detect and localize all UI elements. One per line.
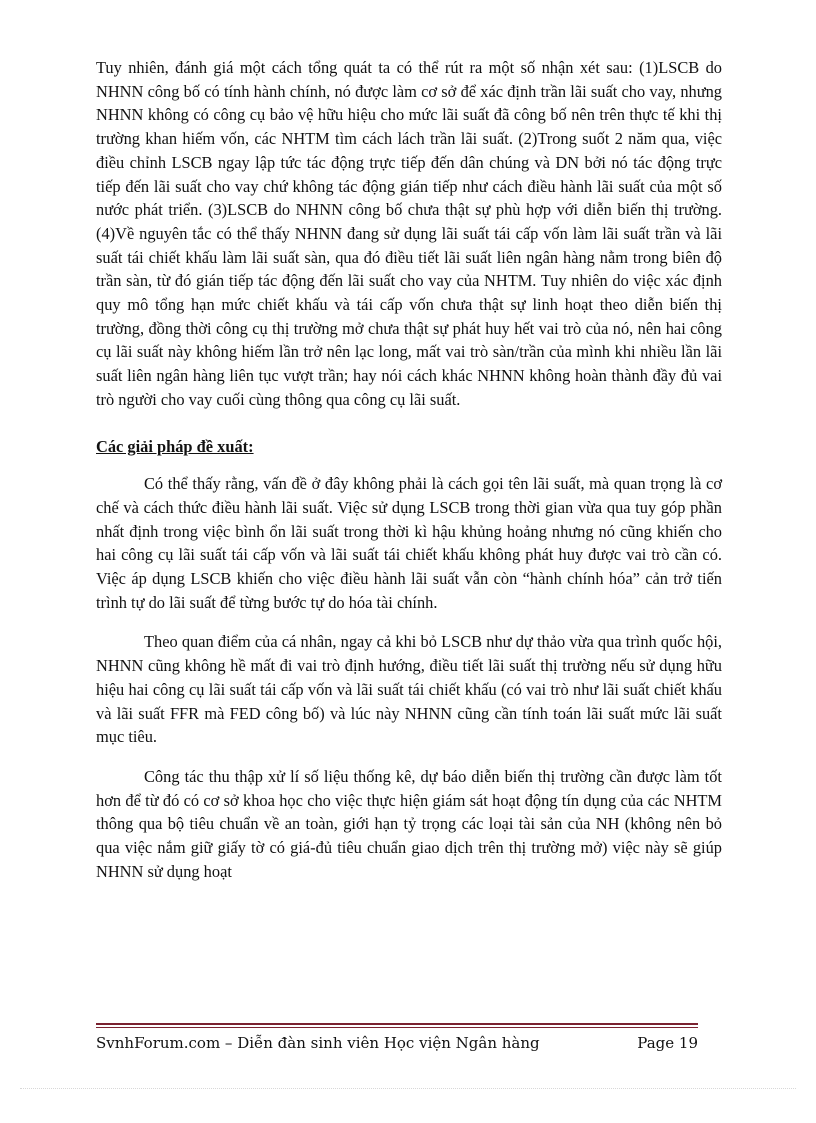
paragraph-solution-3: Công tác thu thập xử lí số liệu thống kê, dự báo diễn biến thị trường cần được làm tốt hơn để từ đó có cơ sở khoa học cho việc thực hiện giám sát hoạt động tín dụng của các NHTM thông qua bộ tiêu chuẩn về an toàn, giới hạn tỷ trọng các loại tài sản của NH (không nên bỏ qua việc nắm giữ giấy tờ có giá-đủ tiêu chuẩn giao dịch trên thị trường mở) việc này sẽ giúp NHNN sử dụng hoạt xyxy=(96,766,722,881)
footer-page-number: Page 19 xyxy=(637,1034,698,1052)
section-heading-proposed-solutions: Các giải pháp đề xuất: xyxy=(96,436,254,456)
footer-rule-thick xyxy=(96,1023,698,1025)
page-body xyxy=(96,56,722,884)
page-footer xyxy=(96,1031,698,1055)
footer-rule-thin xyxy=(96,1027,698,1028)
paragraph-assessment: Tuy nhiên, đánh giá một cách tổng quát ta có thể rút ra một số nhận xét sau: (1)LSCB do NHNN công bố có tính hành chính, nó được làm cơ sở để xác định trần lãi suất cho vay, nhưng NHNN không có công cụ bảo vệ hữu hiệu cho mức lãi suất đã công bố nên trên thực tế khi thị trường khan hiếm vốn, các NHTM tìm cách lách trần lãi suất. (2)Trong suốt 2 năm qua, việc điều chỉnh LSCB ngay lập tức tác động trực tiếp đến dân chúng và DN bởi nó tác động trực tiếp đến lãi suất cho vay chứ không tác động gián tiếp như cách điều hành lãi suất của một số nước phát triển. (3)LSCB do NHNN công bố chưa thật sự phù hợp với diễn biến thị trường. (4)Về nguyên tắc có thể thấy NHNN đang sử dụng lãi suất tái cấp vốn làm lãi suất trần và lãi suất tái chiết khấu làm lãi suất sàn, qua đó điều tiết lãi suất liên ngân hàng nằm trong biên độ trần sàn, từ đó gián tiếp tác động đến lãi suất cho vay của NHTM. Tuy nhiên do việc xác định quy mô tổng hạn mức chiết khấu và tái cấp vốn chưa thật sự linh hoạt theo diễn biến thị trường, đồng thời công cụ thị trường mở chưa thật sự phát huy hết vai trò của nó, nên hai công cụ lãi suất này không hiếm lần trở nên lạc long, mất vai trò sàn/trần của mình khi nhiều lần lãi suất liên ngân hàng liên tục vượt trần; hay nói cách khác NHNN không hoàn thành đầy đủ vai trò người cho vay cuối cùng thông qua công cụ lãi suất. xyxy=(96,58,722,409)
paragraph-solution-2: Theo quan điểm của cá nhân, ngay cả khi bỏ LSCB như dự thảo vừa qua trình quốc hội, NHNN cũng không hề mất đi vai trò định hướng, điều tiết lãi suất thị trường nếu sử dụng hữu hiệu hai công cụ lãi suất tái cấp vốn và lãi suất tái chiết khấu (có vai trò như lãi suất chiết khấu và lãi suất FFR mà FED công bố) và lúc này NHNN cũng cần tính toán lãi suất mức lãi suất mục tiêu. xyxy=(96,632,722,747)
footer-site-name: SvnhForum.com – Diễn đàn sinh viên Học viện Ngân hàng xyxy=(96,1034,540,1052)
page-edge-divider xyxy=(20,1088,796,1089)
paragraph-solution-1: Có thể thấy rằng, vấn đề ở đây không phải là cách gọi tên lãi suất, mà quan trọng là cơ chế và cách thức điều hành lãi suất. Việc sử dụng LSCB trong thời gian vừa qua tuy góp phần nhất định trong việc bình ổn lãi suất trong thời kì hậu khủng hoảng nhưng nó cũng khiến cho hai công cụ lãi suất tái cấp vốn và lãi suất tái chiết khấu không phát huy được vai trò cần có. Việc áp dụng LSCB khiến cho việc điều hành lãi suất vẫn còn “hành chính hóa” cản trở tiến trình tự do lãi suất để từng bước tự do hóa tài chính. xyxy=(96,474,722,612)
